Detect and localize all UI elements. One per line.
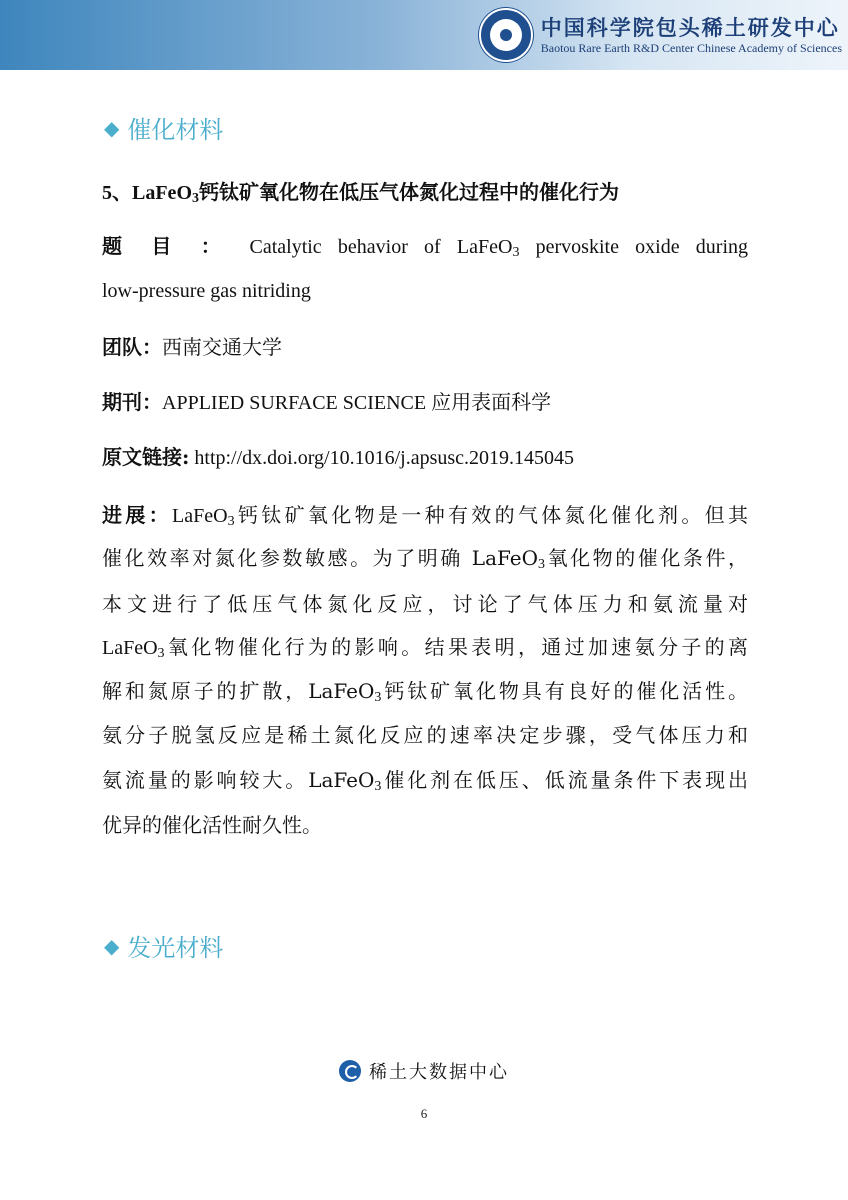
article-progress-line-5: 解和氮原子的扩散，LaFeO$_3$钙钛矿氧化物具有良好的催化活性。 (102, 679, 748, 705)
article-journal: 期刊：APPLIED SURFACE SCIENCE 应用表面科学 (102, 390, 552, 414)
page-header (0, 0, 848, 70)
article-progress-line-1: 进展：LaFeO$_3$钙钛矿氧化物是一种有效的气体氮化催化剂。但其 (102, 503, 749, 529)
diamond-icon: ◆ (104, 115, 120, 140)
org-logo (479, 8, 842, 62)
article-progress-line-2: 催化效率对氮化参数敏感。为了明确 LaFeO$_3$氧化物的催化条件， (102, 546, 749, 572)
article-progress-line-6: 氨分子脱氢反应是稀土氮化反应的速率决定步骤，受气体压力和 (102, 723, 748, 747)
page-number: 6 (420, 1106, 428, 1121)
footer-brand: 稀土大数据中心 (0, 1058, 848, 1084)
article-progress-line-7: 氨流量的影响较大。LaFeO$_3$催化剂在低压、低流量条件下表现出 (102, 768, 748, 794)
article-topic-line2: low-pressure gas nitriding (102, 280, 311, 302)
diamond-icon: ◆ (104, 933, 120, 958)
org-name-cn: 中国科学院包头稀土研发中心 (540, 15, 840, 40)
section-title-catalysis: ◆ 催化材料 (104, 115, 224, 144)
org-name-en: Baotou Rare Earth R&D Center Chinese Academy of Sciences (540, 41, 842, 55)
article-link: 原文链接: http://dx.doi.org/10.1016/j.apsusc.2019.145045 (102, 445, 575, 469)
section-title-luminescent: ◆ 发光材料 (104, 933, 224, 962)
article-team: 团队：西南交通大学 (102, 335, 282, 359)
article-progress-line-4: LaFeO$_3$氧化物催化行为的影响。结果表明，通过加速氨分子的离 (102, 635, 748, 661)
cas-seal-icon (479, 8, 533, 62)
article-progress-line-8: 优异的催化活性耐久性。 (102, 813, 322, 837)
article-progress-line-3: 本文进行了低压气体氮化反应，讨论了气体压力和氨流量对 (102, 592, 748, 616)
org-name (541, 15, 842, 55)
doi-link[interactable]: http://dx.doi.org/10.1016/j.apsusc.2019.145045 (189, 447, 575, 469)
rare-earth-data-icon (339, 1060, 361, 1082)
article-title: 5、LaFeO$_3$钙钛矿氧化物在低压气体氮化过程中的催化行为 (102, 180, 619, 206)
article-topic-line1: 题 目 ： Catalytic behavior of LaFeO$_3$ pervoskite oxide during (102, 234, 749, 260)
